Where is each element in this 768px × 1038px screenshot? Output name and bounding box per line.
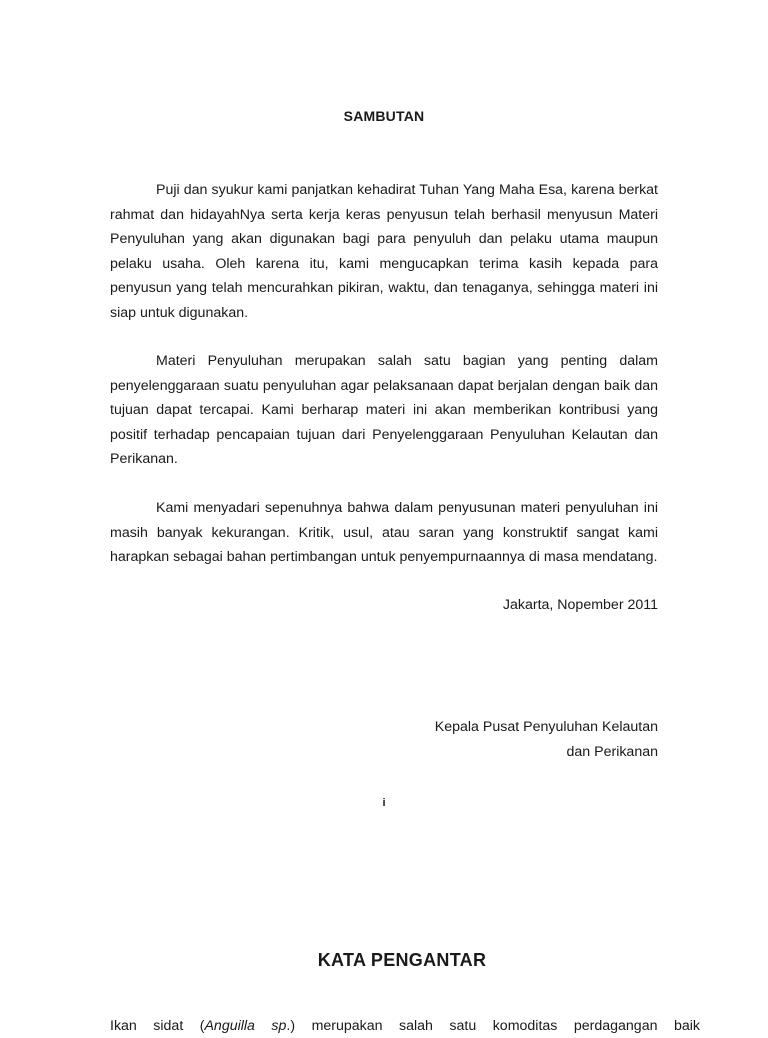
- page-number: i: [382, 797, 386, 809]
- signatory-title-line-1: Kepala Pusat Penyuluhan Kelautan: [434, 719, 658, 735]
- kata-pengantar-first-line: [110, 1014, 700, 1038]
- sambutan-paragraph-2: Materi Penyuluhan merupakan salah satu bagian yang penting dalam penyelenggaraan suatu penyuluhan agar pelaksanaan dapat berjalan dengan baik dan tujuan dapat tercapai. Kami berharap materi ini akan memberikan kontribusi yang positif terhadap pencapaian tujuan dari Penyelenggaraan Penyuluhan Kelautan dan Perikanan.: [110, 353, 658, 467]
- sambutan-paragraph-3: Kami menyadari sepenuhnya bahwa dalam penyusunan materi penyuluhan ini masih banyak kekurangan. Kritik, usul, atau saran yang konstruktif sangat kami harapkan sebagai bahan pertimbangan untuk penyempurnaannya di masa mendatang.: [110, 500, 658, 565]
- sambutan-title: SAMBUTAN: [343, 108, 425, 124]
- place-date: Jakarta, Nopember 2011: [502, 597, 658, 613]
- first-line-start: Ikan sidat (: [110, 1018, 205, 1034]
- first-line-end: .) merupakan salah satu komoditas perdagangan baik: [286, 1018, 700, 1034]
- signatory-title-line-2: dan Perikanan: [566, 744, 658, 760]
- first-line-italic: Anguilla sp: [204, 1018, 287, 1034]
- sambutan-paragraph-1: Puji dan syukur kami panjatkan kehadirat Tuhan Yang Maha Esa, karena berkat rahmat dan hidayahNya serta kerja keras penyusun telah berhasil menyusun Materi Penyuluhan yang akan digunakan bagi para penyuluh dan pelaku utama maupun pelaku usaha. Oleh karena itu, kami mengucapkan terima kasih kepada para penyusun yang telah mencurahkan pikiran, waktu, dan tenaganya, sehingga materi ini siap untuk digunakan.: [110, 182, 658, 321]
- kata-pengantar-title: KATA PENGANTAR: [317, 950, 487, 970]
